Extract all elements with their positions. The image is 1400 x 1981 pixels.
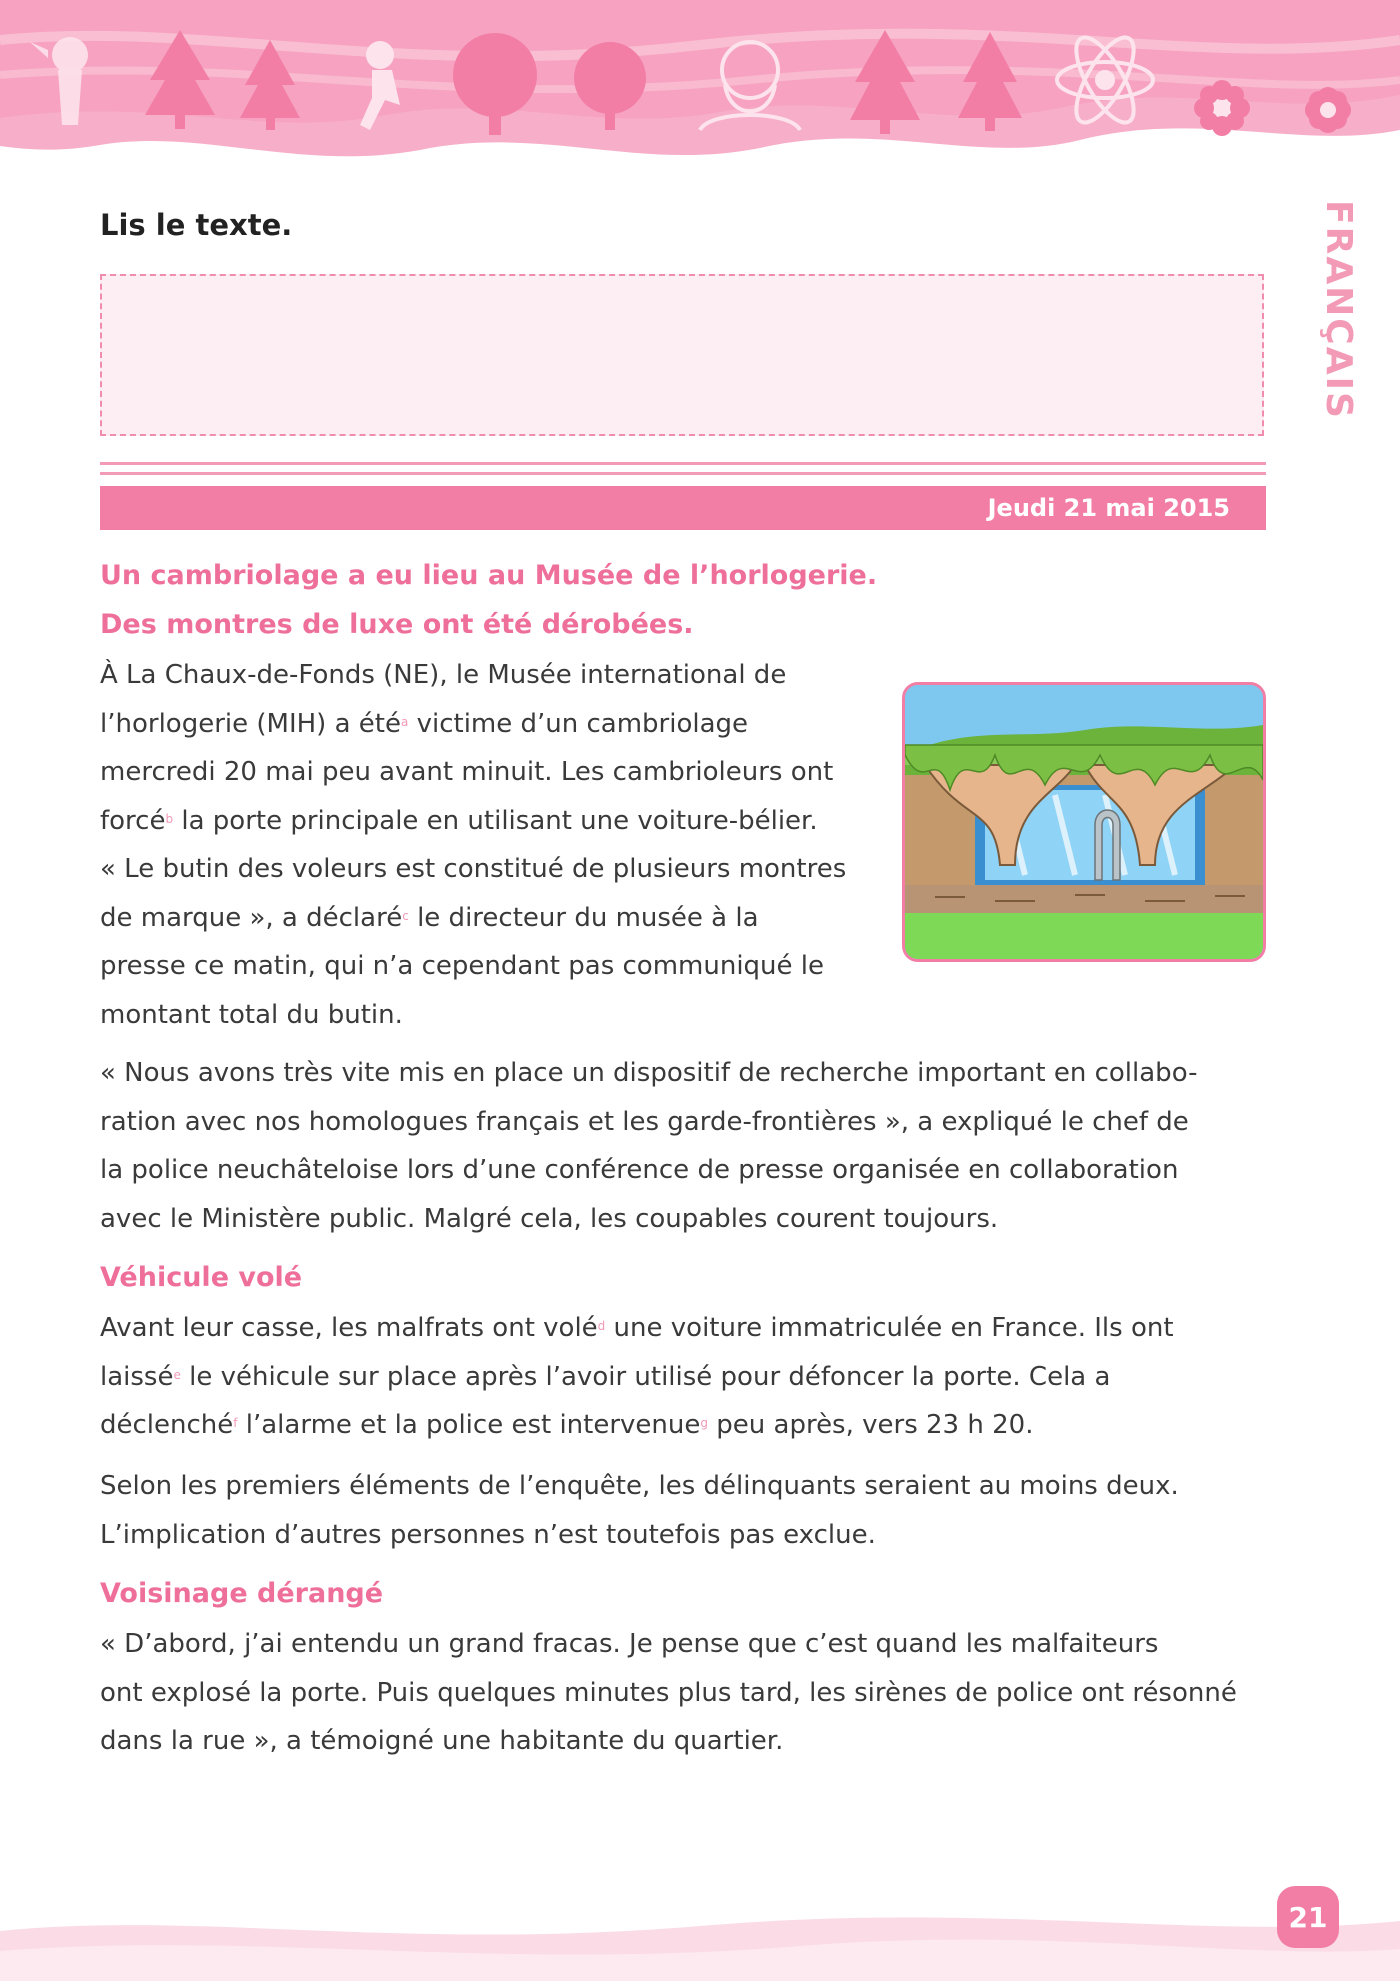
article-paragraph-enquete bbox=[100, 1462, 1266, 1559]
text-line: ration avec nos homologues français et les garde-frontières », a expliqué le chef de bbox=[100, 1106, 1189, 1137]
text-line: la police neuchâteloise lors d’une conférence de presse organisée en collaboration bbox=[100, 1155, 1179, 1185]
museum-building-image bbox=[905, 685, 1263, 959]
date-bar bbox=[100, 486, 1266, 530]
footnote-marker: g bbox=[700, 1416, 708, 1430]
footnote-marker: c bbox=[402, 908, 409, 923]
article-date: Jeudi 21 mai 2015 bbox=[987, 494, 1230, 522]
answer-box[interactable] bbox=[100, 274, 1264, 436]
text-line: déclenché$^f$ l’alarme et la police est intervenue$^g$ peu après, vers 23 h 20. bbox=[100, 1410, 1034, 1440]
bottom-wave-band bbox=[0, 1871, 1400, 1981]
subject-label: FRANÇAIS bbox=[1318, 200, 1359, 420]
text-line: « Le butin des voleurs est constitué de plusieurs montres bbox=[100, 854, 847, 884]
section-title-vehicule: Véhicule volé bbox=[100, 1262, 303, 1293]
text-line: avec le Ministère public. Malgré cela, les coupables courent toujours. bbox=[100, 1203, 999, 1234]
text-line: dans la rue », a témoigné une habitante du quartier. bbox=[100, 1726, 784, 1756]
article-paragraph-vehicule bbox=[100, 1304, 1266, 1450]
text-line: forcé$^b$ la porte principale en utilisant une voiture-bélier. bbox=[100, 805, 818, 836]
article-paragraph-voisinage bbox=[100, 1620, 1266, 1766]
text-line: À La Chaux-de-Fonds (NE), le Musée international de bbox=[100, 660, 787, 690]
text-line: Avant leur casse, les malfrats ont volé$^d$ une voiture immatriculée en France. Ils ont bbox=[100, 1313, 1174, 1343]
divider-rule bbox=[100, 472, 1266, 475]
footnote-marker: f bbox=[233, 1416, 238, 1430]
article-intro-paragraph bbox=[100, 651, 882, 1039]
divider-rule bbox=[100, 462, 1266, 465]
text-line: mercredi 20 mai peu avant minuit. Les cambrioleurs ont bbox=[100, 757, 834, 787]
footnote-marker: e bbox=[173, 1367, 181, 1382]
text-line: de marque », a déclaré$^c$ le directeur du musée à la bbox=[100, 902, 759, 933]
text-line: laissé$^e$ le véhicule sur place après l’avoir utilisé pour défoncer la porte. Cela a bbox=[100, 1361, 1111, 1392]
section-title-voisinage: Voisinage dérangé bbox=[100, 1578, 384, 1609]
exercise-instruction: Lis le texte. bbox=[100, 208, 293, 242]
text-line: montant total du butin. bbox=[100, 999, 403, 1030]
text-line: ont explosé la porte. Puis quelques minutes plus tard, les sirènes de police ont résonné bbox=[100, 1677, 1237, 1708]
text-line: l’horlogerie (MIH) a été$^a$ victime d’un cambriolage bbox=[100, 708, 749, 739]
article-paragraph-police bbox=[100, 1049, 1266, 1243]
text-line: « D’abord, j’ai entendu un grand fracas. Je pense que c’est quand les malfaiteurs bbox=[100, 1629, 1159, 1659]
text-line: Selon les premiers éléments de l’enquête, les délinquants seraient au moins deux. bbox=[100, 1471, 1179, 1501]
text-line: « Nous avons très vite mis en place un dispositif de recherche important en collabo- bbox=[100, 1058, 1198, 1088]
museum-illustration bbox=[902, 682, 1266, 962]
page-number-badge: 21 bbox=[1277, 1886, 1339, 1948]
article-headline-line1: Un cambriolage a eu lieu au Musée de l’horlogerie. bbox=[100, 560, 878, 591]
text-line: L’implication d’autres personnes n’est toutefois pas exclue. bbox=[100, 1519, 876, 1550]
top-banner bbox=[0, 0, 1400, 175]
text-line: presse ce matin, qui n’a cependant pas communiqué le bbox=[100, 951, 825, 981]
footnote-marker: a bbox=[400, 714, 409, 729]
article-headline-line2: Des montres de luxe ont été dérobées. bbox=[100, 609, 694, 640]
footnote-marker: b bbox=[165, 811, 174, 826]
footnote-marker: d bbox=[597, 1319, 606, 1333]
